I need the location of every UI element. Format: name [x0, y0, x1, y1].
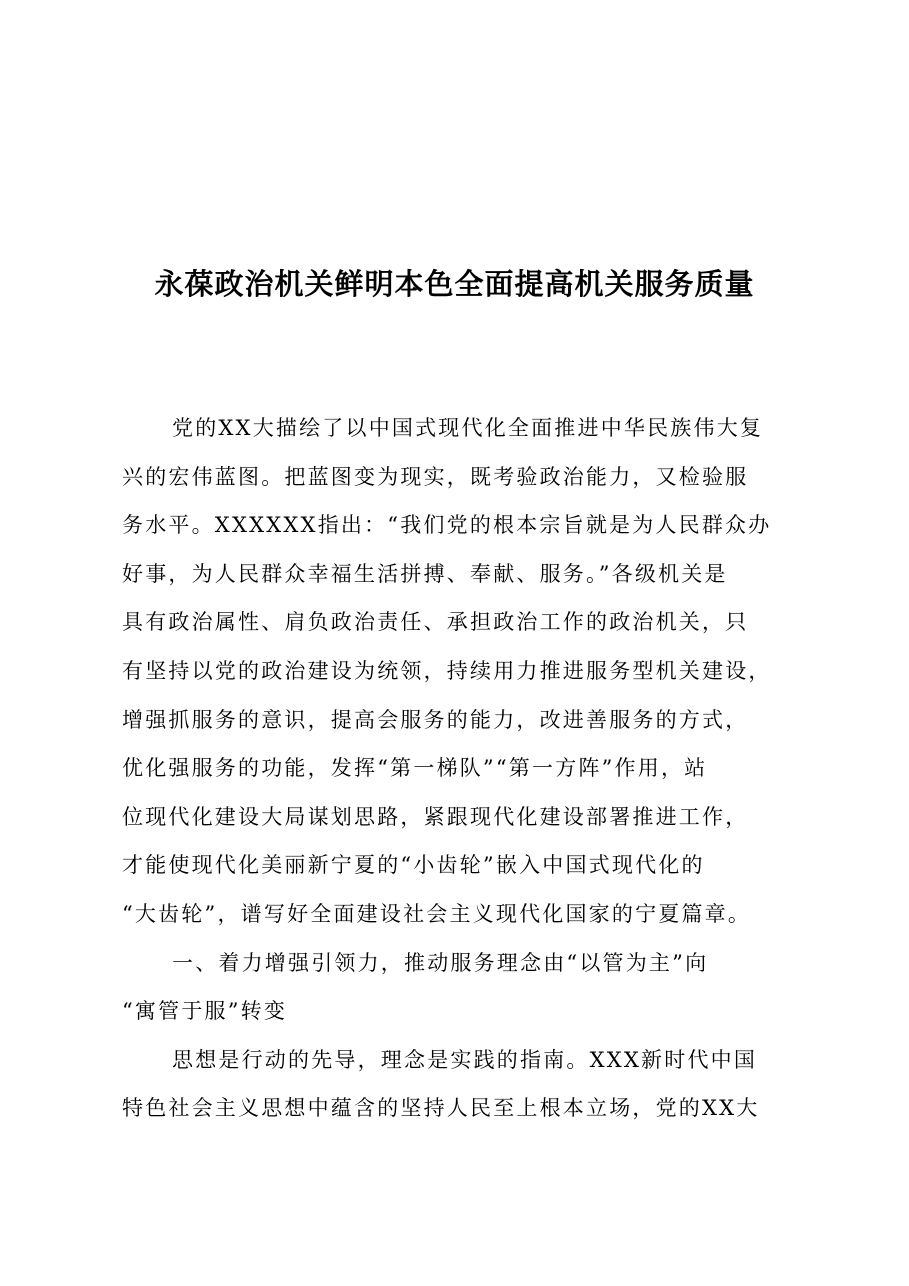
document-title: 永葆政治机关鲜明本色全面提高机关服务质量	[154, 267, 755, 301]
section-heading-line: 一、着力增强引领力，推动服务理念由“以管为主”向	[172, 950, 709, 975]
paragraph-line: 才能使现代化美丽新宁夏的“小齿轮”嵌入中国式现代化的	[122, 853, 705, 878]
paragraph-line: 兴的宏伟蓝图。把蓝图变为现实，既考验政治能力，又检验服	[122, 464, 749, 489]
paragraph-line: 党的XX大描绘了以中国式现代化全面推进中华民族伟大复	[172, 416, 764, 440]
section-heading-line: “寓管于服”转变	[122, 999, 288, 1024]
paragraph-line: “大齿轮”，谱写好全面建设社会主义现代化国家的宁夏篇章。	[122, 901, 752, 926]
paragraph-line: 位现代化建设大局谋划思路，紧跟现代化建设部署推进工作，	[122, 804, 749, 829]
paragraph-line: 务水平。XXXXXX指出：“我们党的根本宗旨就是为人民群众办	[122, 513, 772, 538]
paragraph-line: 思想是行动的先导，理念是实践的指南。XXX新时代中国	[172, 1047, 758, 1072]
paragraph-line: 特色社会主义思想中蕴含的坚持人民至上根本立场，党的XX大	[122, 1096, 760, 1121]
document-body	[122, 404, 802, 1133]
paragraph-line: 优化强服务的功能，发挥“第一梯队”“第一方阵”作用，站	[122, 756, 708, 781]
paragraph-line: 好事，为人民群众幸福生活拼搏、奉献、服务。”各级机关是	[122, 561, 728, 586]
paragraph-line: 具有政治属性、肩负政治责任、承担政治工作的政治机关，只	[122, 610, 749, 635]
paragraph-line: 增强抓服务的意识，提高会服务的能力，改进善服务的方式，	[122, 707, 749, 732]
paragraph-line: 有坚持以党的政治建设为统领，持续用力推进服务型机关建设，	[122, 658, 772, 683]
